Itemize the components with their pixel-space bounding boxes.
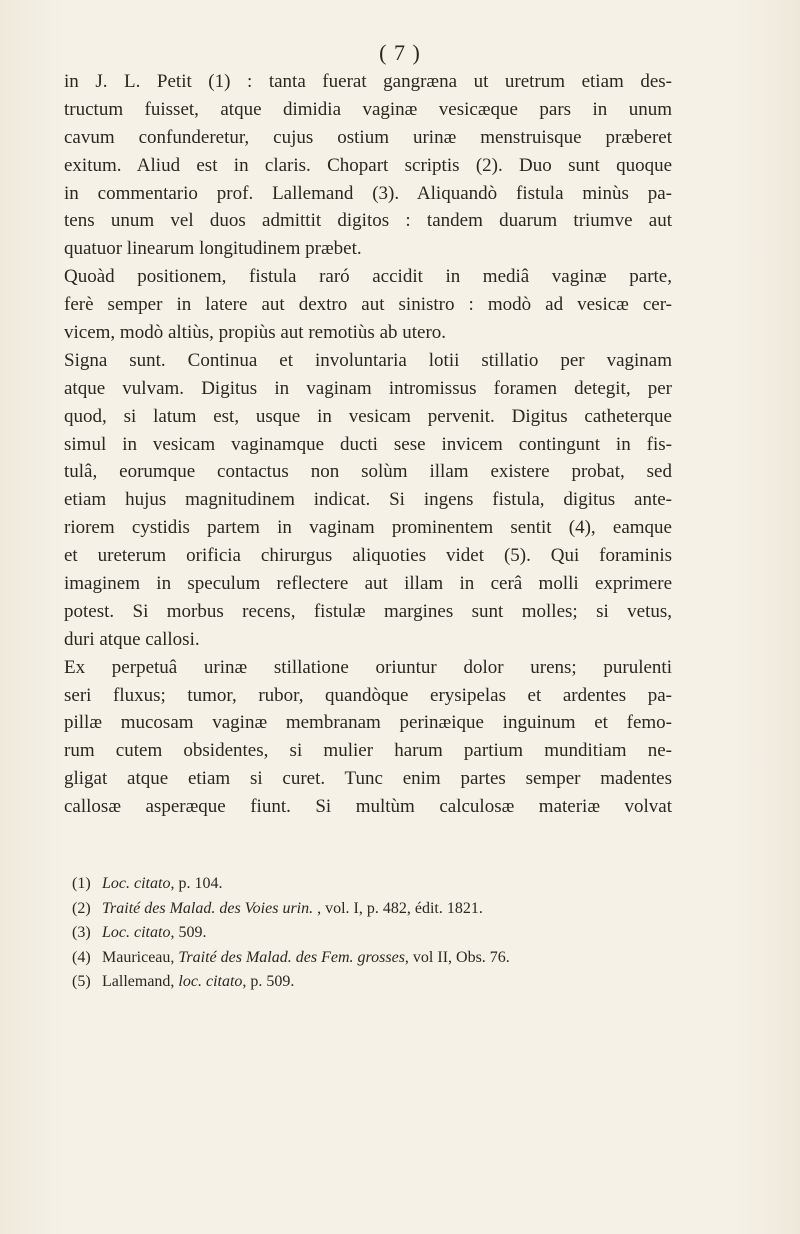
body-line: tens unum vel duos admittit digitos : tandem duarum triumve aut	[64, 210, 672, 232]
footnote-ref: (4)	[72, 948, 91, 966]
body-line: Ex perpetuâ urinæ stillatione oriuntur dolor urens; purulenti	[64, 656, 672, 678]
footnote	[72, 897, 672, 922]
footnotes	[72, 872, 672, 995]
footnote-title: loc. citato	[178, 973, 243, 990]
body-text	[64, 68, 672, 821]
footnote-ref: (2)	[72, 899, 91, 917]
body-line: tulâ, eorumque contactus non solùm illam existere probat, sed	[64, 461, 672, 483]
footnote-title: Traité des Malad. des Fem. grosses	[178, 948, 405, 966]
body-line: Signa sunt. Continua et involuntaria lotii stillatio per vaginam	[64, 349, 672, 371]
body-line: potest. Si morbus recens, fistulæ margines sunt molles; si vetus,	[64, 600, 672, 622]
body-line: rum cutem obsidentes, si mulier harum partium munditiam ne-	[64, 740, 672, 762]
body-line: vicem, modò altiùs, propiùs aut remotiùs ab utero.	[64, 322, 447, 344]
footnote	[72, 970, 672, 995]
footnote-rest: , vol. I, p. 482, édit. 1821.	[313, 899, 483, 917]
body-line: pillæ mucosam vaginæ membranam perinæique inguinum et femo-	[64, 712, 672, 734]
body-line: callosæ asperæque fiunt. Si multùm calculosæ materiæ volvat	[64, 796, 672, 818]
footnote-title: Loc. citato	[102, 924, 171, 941]
footnote-author: Mauriceau,	[102, 948, 179, 966]
body-line: in commentario prof. Lallemand (3). Aliquandò fistula minùs pa-	[64, 182, 672, 204]
body-line: in J. L. Petit (1) : tanta fuerat gangræna ut uretrum etiam des-	[64, 71, 672, 92]
body-line: exitum. Aliud est in claris. Chopart scriptis (2). Duo sunt quoque	[64, 154, 672, 176]
body-line: Quoàd positionem, fistula raró accidit in mediâ vaginæ parte,	[64, 266, 672, 288]
body-line: ferè semper in latere aut dextro aut sinistro : modò ad vesicæ cer-	[64, 294, 672, 316]
footnote-rest: , p. 104.	[170, 875, 223, 892]
body-line: seri fluxus; tumor, rubor, quandòque erysipelas et ardentes pa-	[64, 684, 672, 706]
body-line: imaginem in speculum reflectere aut illam in cerâ molli exprimere	[64, 573, 672, 595]
body-line: duri atque callosi.	[64, 628, 200, 650]
page-number: ( 7 )	[379, 40, 421, 65]
footnote-title: Loc. citato	[102, 875, 171, 892]
body-line: etiam hujus magnitudinem indicat. Si ingens fistula, digitus ante-	[64, 489, 672, 511]
body-line: et ureterum orificia chirurgus aliquoties videt (5). Qui foraminis	[64, 545, 672, 567]
footnote	[72, 946, 672, 971]
body-line: simul in vesicam vaginamque ducti sese invicem contingunt in fis-	[64, 433, 672, 455]
body-line: quod, si latum est, usque in vesicam pervenit. Digitus catheterque	[64, 405, 672, 427]
footnote-ref: (1)	[72, 875, 91, 892]
footnote	[72, 872, 672, 897]
footnote-author: Lallemand,	[102, 973, 179, 990]
body-line: cavum confunderetur, cujus ostium urinæ menstruisque præberet	[64, 126, 672, 148]
body-line: quatuor linearum longitudinem præbet.	[64, 238, 362, 260]
footnote-rest: , vol II, Obs. 76.	[404, 948, 510, 966]
body-line: tructum fuisset, atque dimidia vaginæ vesicæque pars in unum	[64, 98, 672, 120]
footnote-ref: (3)	[72, 924, 91, 941]
body-line: atque vulvam. Digitus in vaginam intromissus foramen detegit, per	[64, 377, 672, 399]
footnote-ref: (5)	[72, 973, 91, 990]
body-line: gligat atque etiam si curet. Tunc enim partes semper madentes	[64, 768, 672, 790]
footnote-rest: , 509.	[170, 924, 207, 941]
body-line: riorem cystidis partem in vaginam prominentem sentit (4), eamque	[64, 517, 672, 539]
footnote-rest: , p. 509.	[242, 973, 295, 990]
footnote-title: Traité des Malad. des Voies urin.	[102, 899, 314, 917]
footnote	[72, 921, 672, 946]
